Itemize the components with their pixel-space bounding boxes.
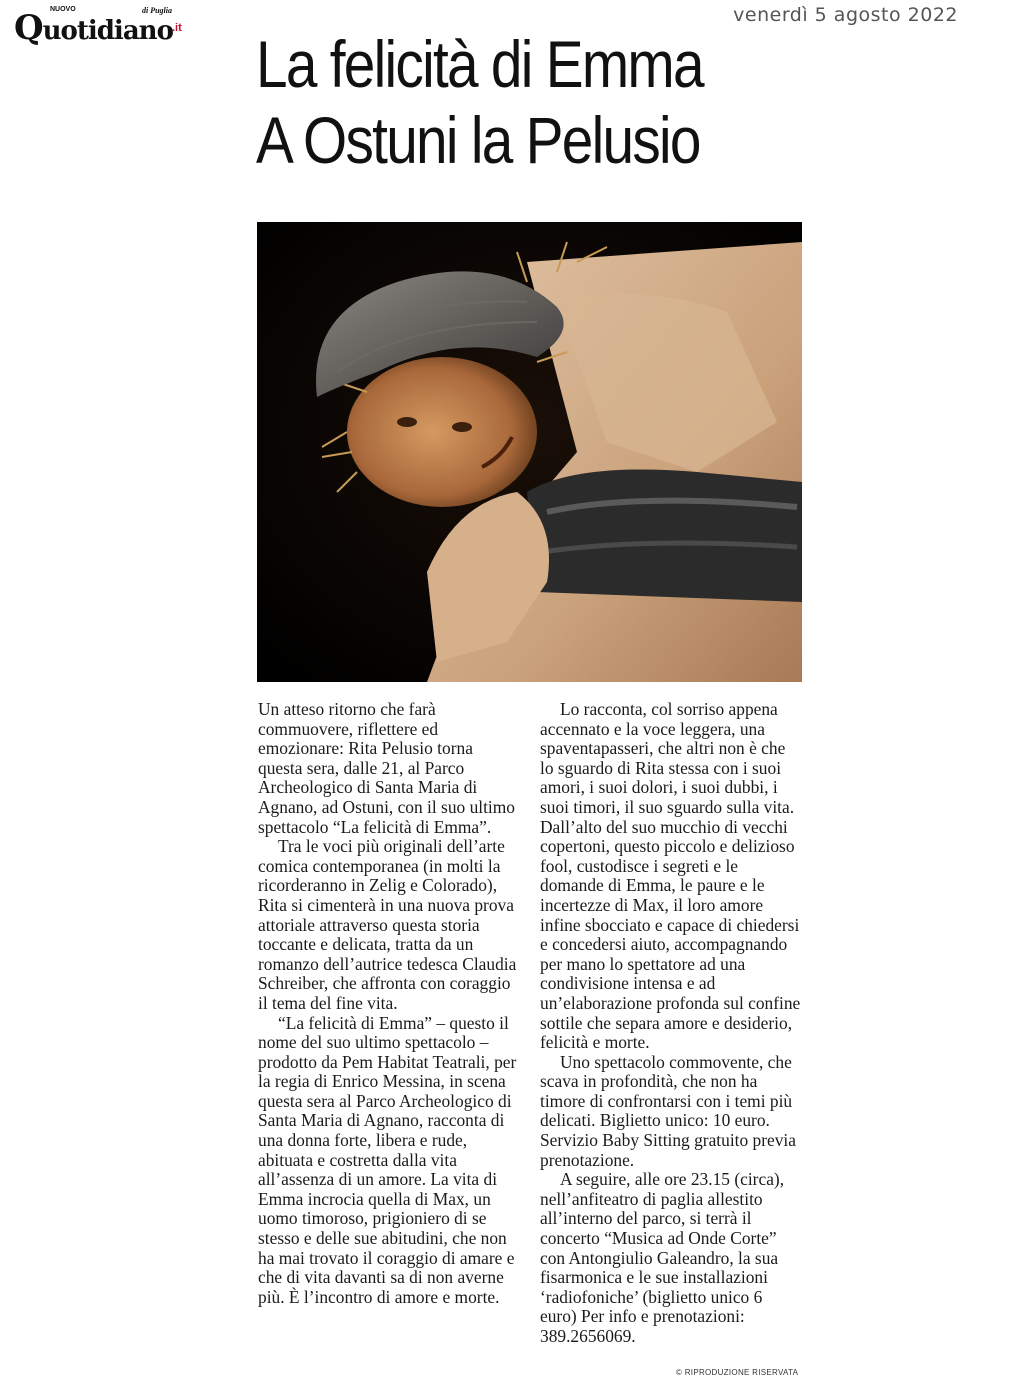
headline-line-2: A Ostuni la Pelusio [256,103,700,177]
article-paragraph: A seguire, alle ore 23.15 (circa), nell’anfiteatro di paglia allestito all’interno del parco, si terrà il concerto “Musica ad Onde Corte” con Antongiulio Galeandro, la sua fisarmonica e le sue installazioni ‘radiofoniche’ (biglietto unico 6 euro) Per info e prenotazioni: 389.2656069. [540,1169,785,1346]
article-column-2 [540,700,802,1347]
article-paragraph: Un atteso ritorno che farà commuovere, riflettere ed emozionare: Rita Pelusio torna questa sera, dalle 21, al Parco Archeologico di Santa Maria di Agnano, ad Ostuni, con il suo ultimo spettacolo “La felicità di Emma”. [258,699,515,837]
publication-date: venerdì 5 agosto 2022 [733,4,958,26]
newspaper-logo [14,6,184,48]
headline [256,26,856,178]
logo-di-puglia: di Puglia [142,6,173,15]
article-photo [257,222,802,682]
photo-illustration [257,222,802,682]
logo-nuovo: NUOVO [50,6,76,13]
copyright-notice: © RIPRODUZIONE RISERVATA [676,1368,799,1377]
article-paragraph: Uno spettacolo commovente, che scava in profondità, che non ha timore di confrontarsi con i temi più delicati. Biglietto unico: 10 euro. Servizio Baby Sitting gratuito previa prenotazione. [540,1051,796,1170]
article-column-1 [258,700,520,1307]
logo-tld: .it [172,22,182,34]
article-paragraph: Tra le voci più originali dell’arte comica contemporanea (in molti la ricorderanno in Zelig e Colorado), Rita si cimenterà in una nuova prova attoriale attraverso questa storia toccante e delicata, tratta da un romanzo dell’autrice tedesca Claudia Schreiber, che affronta con coraggio il tema del fine vita. [258,836,517,1013]
logo-q: Q [14,8,43,48]
logo-name-rest: uotidiano [42,16,173,46]
article-paragraph: “La felicità di Emma” – questo il nome del suo ultimo spettacolo – prodotto da Pem Habitat Teatrali, per la regia di Enrico Messina, in scena questa sera al Parco Archeologico di Santa Maria di Agnano, racconta di una donna forte, libera e rude, abituata e costretta dalla vita all’assenza di un amore. La vita di Emma incrocia quella di Max, un uomo timoroso, prigioniero di se stesso e delle sue abitudini, che non ha mai trovato il coraggio di amare e che di vita davanti sa di non averne più. È l’incontro di amore e morte. [258,1012,517,1307]
headline-line-1: La felicità di Emma [256,27,703,101]
article-paragraph: Lo racconta, col sorriso appena accennato e la voce leggera, una spaventapasseri, che altri non è che lo sguardo di Rita stessa con i suoi amori, i suoi dolori, i suoi dubbi, i suoi timori, il suo sguardo sulla vita. Dall’alto del suo mucchio di vecchi copertoni, questo piccolo e delizioso fool, custodisce i segreti e le domande di Emma, le paure e le incertezze di Max, il loro amore infine sbocciato e capace di chiedersi e concedersi aiuto, accompagnando per mano lo spettatore ad una condivisione intensa e ad un’elaborazione profonda sul confine sottile che separa amore e desiderio, felicità e morte. [540,699,801,1053]
